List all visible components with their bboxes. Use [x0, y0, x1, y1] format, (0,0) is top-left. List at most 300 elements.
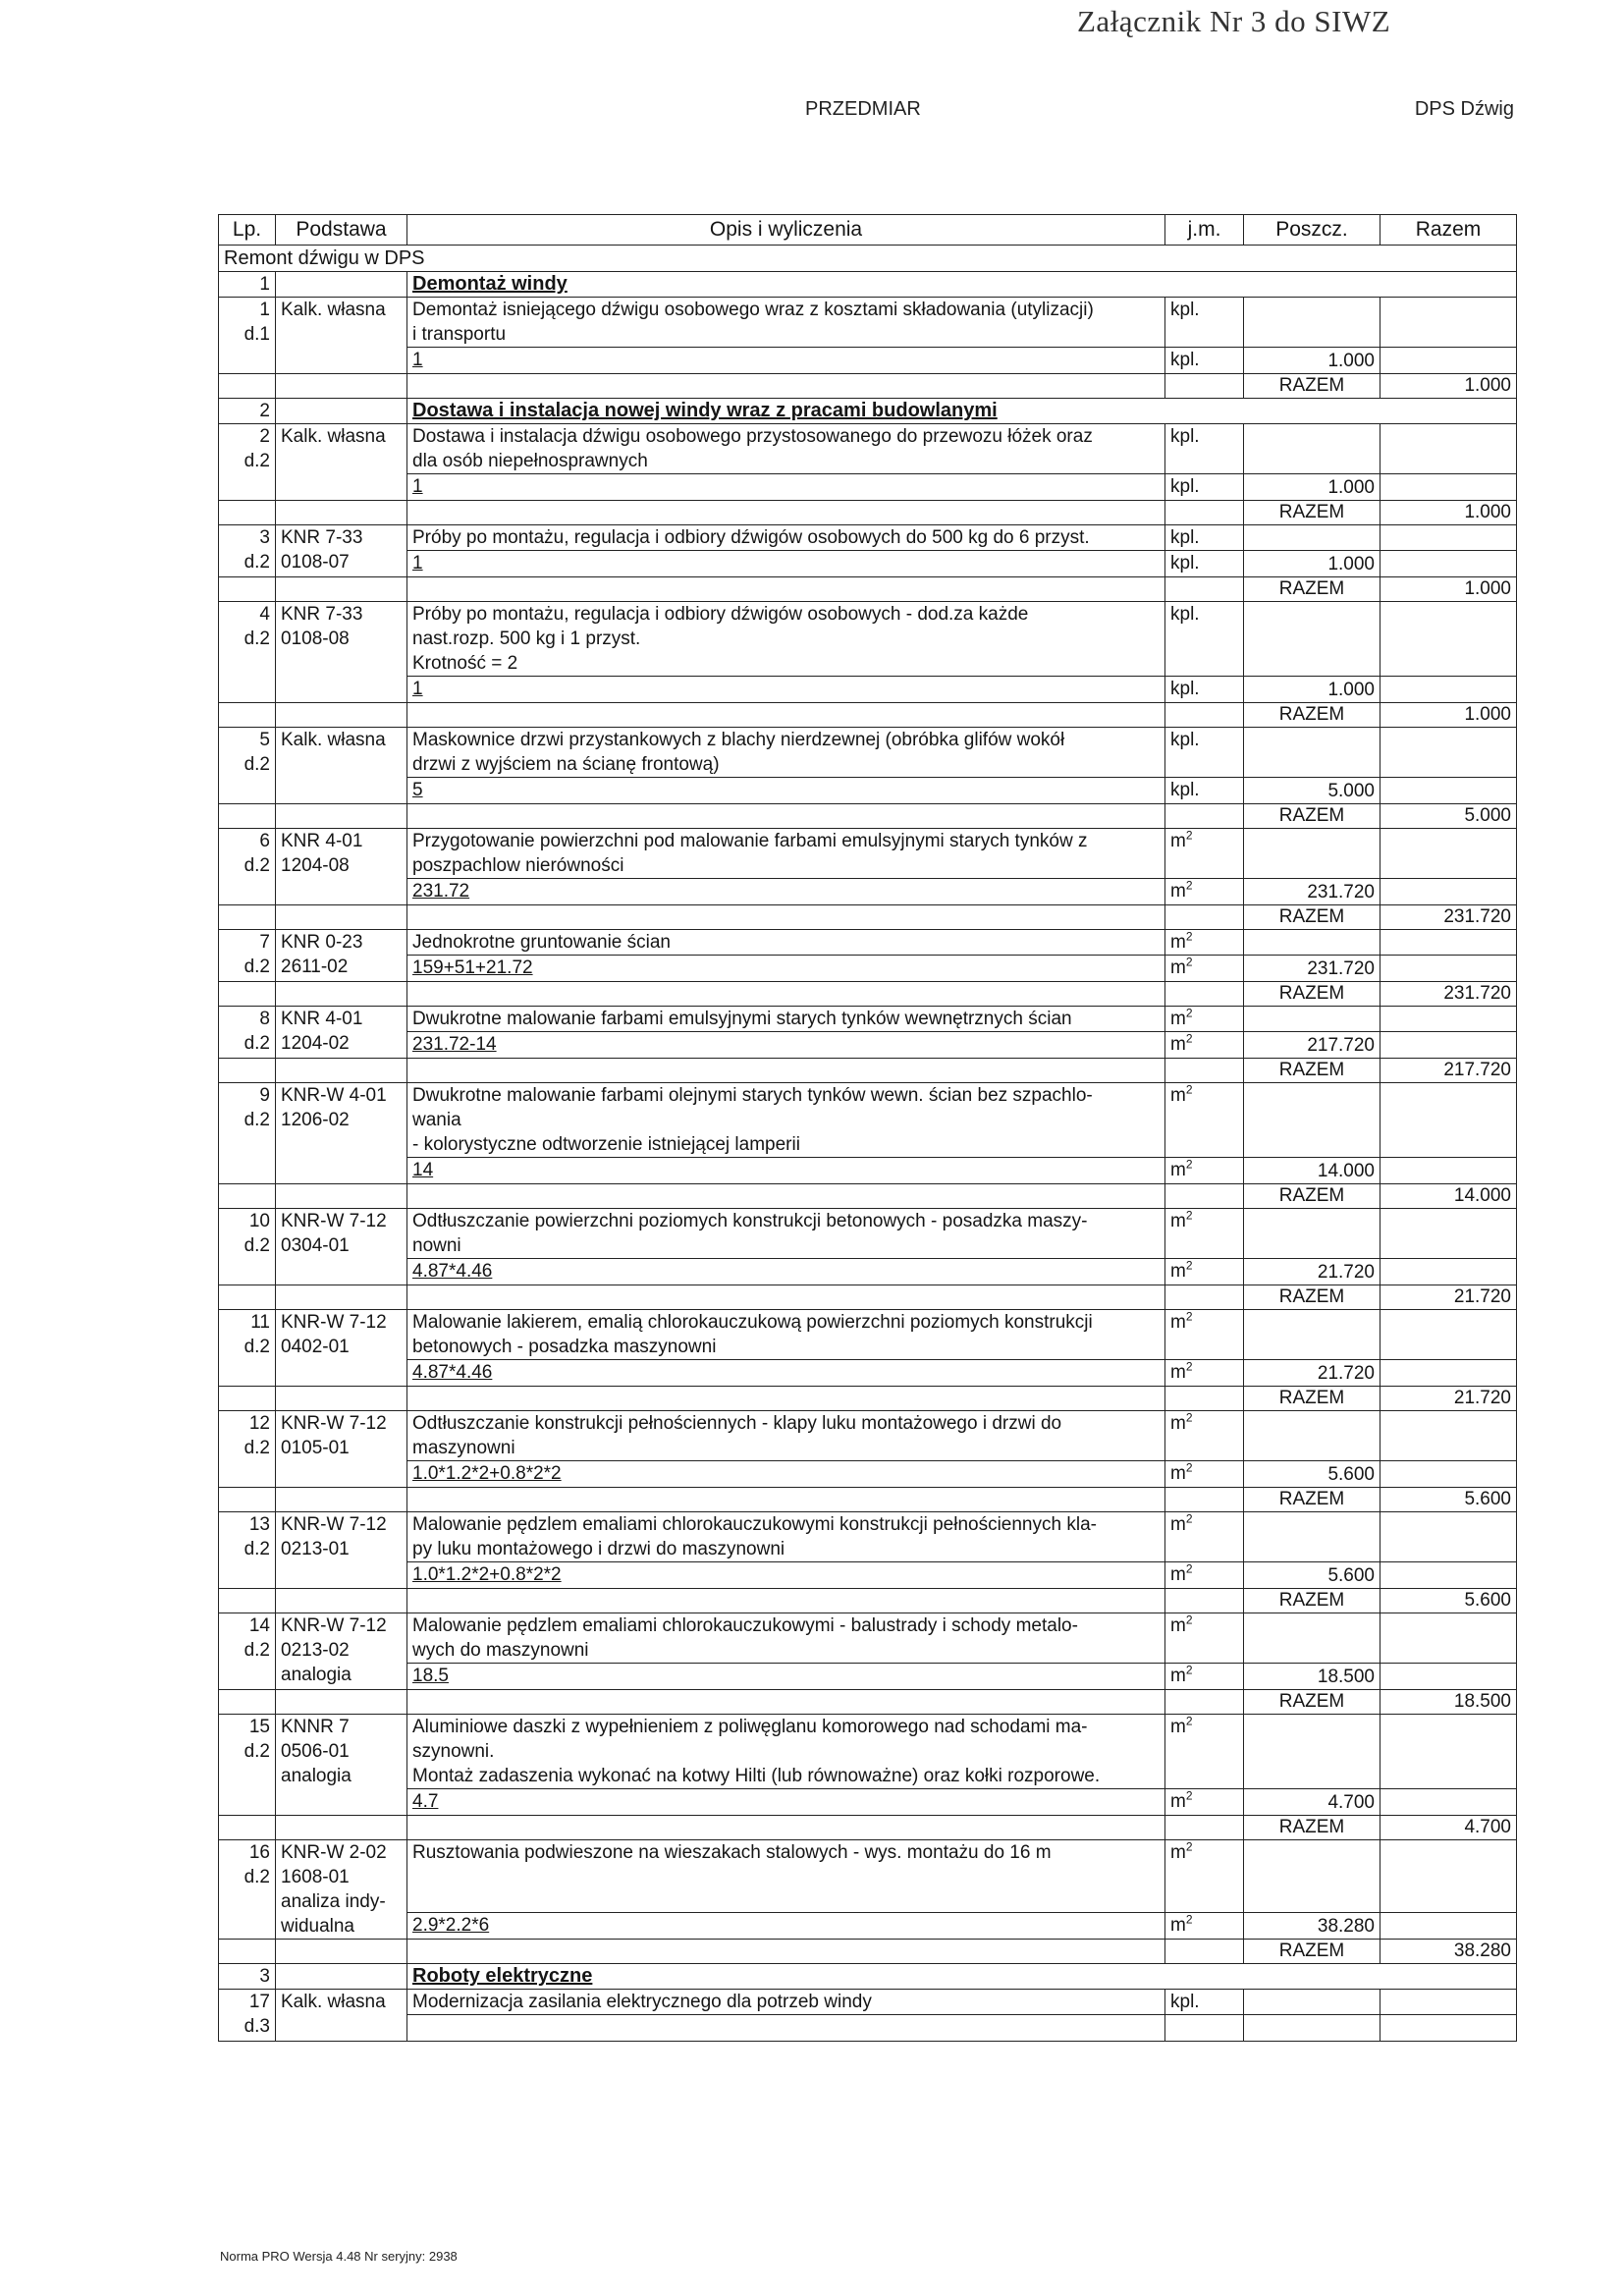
item-total: 217.720 [1380, 1059, 1517, 1083]
calculation-row [219, 1158, 1517, 1184]
razem-label: RAZEM [1244, 1940, 1380, 1964]
item-calculation [407, 474, 1165, 501]
chapter-title: Demontaż windy [412, 273, 568, 295]
item-description-line: Jednokrotne gruntowanie ścian [412, 932, 672, 953]
item-description-line: Odtłuszczanie konstrukcji pełnościennych - klapy luku montażowego i drzwi do [412, 1413, 1062, 1434]
item-unit-label: kpl. [1170, 426, 1200, 447]
item-lp-cell [219, 1209, 276, 1285]
item-description [407, 1083, 1165, 1158]
chapter-number: 1 [219, 272, 276, 298]
item-calc-unit-label: m [1170, 1034, 1186, 1055]
item-basis-line: analogia [281, 1665, 352, 1685]
item-calculation-text: 231.72-14 [412, 1034, 497, 1055]
item-unit [1165, 525, 1244, 551]
item-chapter-ref: d.3 [244, 2016, 270, 2037]
item-quantity: 1.000 [1244, 474, 1380, 501]
razem-empty [276, 1285, 407, 1310]
item-calc-unit-label: m [1170, 1564, 1186, 1585]
item-lp-cell [219, 1411, 276, 1488]
item-basis [276, 525, 407, 577]
item-calculation-text: 14 [412, 1160, 434, 1180]
item-quantity: 5.600 [1244, 1461, 1380, 1488]
item-quantity-total-empty [1380, 1789, 1517, 1816]
item-calculation [407, 778, 1165, 804]
razem-empty [1165, 1387, 1244, 1411]
item-basis [276, 1310, 407, 1387]
item-basis-line: 1608-01 [281, 1867, 350, 1887]
item-quantity-total-empty [1380, 474, 1517, 501]
item-basis-line: Kalk. własna [281, 1992, 386, 2012]
razem-label: RAZEM [1244, 905, 1380, 930]
item-lp-cell [219, 728, 276, 804]
item-total: 5.600 [1380, 1488, 1517, 1512]
item-basis-line: KNNR 7 [281, 1717, 350, 1737]
item-description-line: Próby po montażu, regulacja i odbiory dźwigów osobowych - dod.za każde [412, 604, 1029, 625]
razem-empty [219, 982, 276, 1007]
item-lp-cell [219, 1083, 276, 1184]
item-unit-label: kpl. [1170, 604, 1200, 625]
item-unit-sup: 2 [1185, 1613, 1193, 1627]
item-unit-label: m [1170, 1211, 1186, 1231]
item-quantity: 18.500 [1244, 1664, 1380, 1690]
item-calc-unit [1165, 1461, 1244, 1488]
item-description [407, 602, 1165, 677]
item-unit [1165, 1209, 1244, 1259]
razem-row [219, 1940, 1517, 1964]
item-basis-line: 0213-02 [281, 1640, 350, 1661]
item-basis [276, 1990, 407, 2042]
item-qty-empty [1244, 728, 1380, 778]
item-chapter-ref: d.2 [244, 629, 270, 649]
item-description-line: Odtłuszczanie powierzchni poziomych konstrukcji betonowych - posadzka maszy- [412, 1211, 1088, 1231]
item-description [407, 1310, 1165, 1360]
item-basis-line: KNR-W 7-12 [281, 1312, 387, 1333]
item-calc-unit [1165, 2015, 1244, 2042]
item-description-line: Rusztowania podwieszone na wieszakach stalowych - wys. montażu do 16 m [412, 1842, 1052, 1863]
item-quantity-total-empty [1380, 1562, 1517, 1589]
item-unit [1165, 1715, 1244, 1789]
item-calculation-text: 159+51+21.72 [412, 957, 533, 978]
razem-row [219, 1488, 1517, 1512]
item-calc-unit [1165, 1360, 1244, 1387]
item-calculation-text: 4.7 [412, 1791, 439, 1812]
item-chapter-ref: d.2 [244, 1033, 270, 1054]
item-basis-line: widualna [281, 1916, 354, 1937]
item-lp-cell [219, 1512, 276, 1589]
item-lp-cell [219, 1715, 276, 1816]
razem-empty [1165, 703, 1244, 728]
item-total-empty [1380, 1411, 1517, 1461]
table-row [219, 1411, 1517, 1461]
item-number: 8 [259, 1009, 270, 1029]
item-quantity-total-empty [1380, 1664, 1517, 1690]
item-total-empty [1380, 298, 1517, 348]
item-calc-unit [1165, 474, 1244, 501]
item-qty-empty [1244, 525, 1380, 551]
item-calculation-text: 5 [412, 780, 423, 800]
item-basis-line: KNR-W 2-02 [281, 1842, 387, 1863]
item-qty-empty [1244, 1209, 1380, 1259]
item-basis [276, 930, 407, 982]
item-unit [1165, 1512, 1244, 1562]
razem-empty [276, 982, 407, 1007]
item-chapter-ref: d.2 [244, 451, 270, 471]
item-unit [1165, 1007, 1244, 1032]
item-calc-unit-sup: 2 [1185, 1788, 1193, 1803]
item-calculation-text: 4.87*4.46 [412, 1261, 493, 1282]
item-number: 14 [248, 1615, 270, 1636]
razem-empty [407, 1488, 1165, 1512]
item-calculation [407, 1360, 1165, 1387]
calculation-row [219, 1461, 1517, 1488]
item-total-empty [1380, 525, 1517, 551]
item-calculation [407, 1562, 1165, 1589]
item-calculation [407, 348, 1165, 374]
item-unit-label: kpl. [1170, 730, 1200, 750]
item-unit [1165, 1613, 1244, 1664]
item-calculation-text: 1 [412, 476, 423, 497]
item-lp-cell [219, 1310, 276, 1387]
header-unit: j.m. [1165, 215, 1244, 246]
razem-label: RAZEM [1244, 1387, 1380, 1411]
item-qty-empty [1244, 1840, 1380, 1913]
razem-label: RAZEM [1244, 703, 1380, 728]
item-basis [276, 829, 407, 905]
item-calc-unit [1165, 1158, 1244, 1184]
razem-empty [219, 905, 276, 930]
item-unit-label: m [1170, 1514, 1186, 1535]
table-row [219, 1840, 1517, 1913]
item-description-line: Maskownice drzwi przystankowych z blachy nierdzewnej (obróbka glifów wokół [412, 730, 1065, 750]
item-description-line: Krotność = 2 [412, 653, 518, 674]
item-description-line: Dwukrotne malowanie farbami emulsyjnymi starych tynków wewnętrznych ścian [412, 1009, 1072, 1029]
item-basis [276, 728, 407, 804]
item-basis [276, 424, 407, 501]
item-unit-sup: 2 [1185, 1410, 1193, 1425]
item-calc-unit [1165, 677, 1244, 703]
razem-empty [407, 905, 1165, 930]
table-row [219, 1715, 1517, 1789]
razem-empty [219, 501, 276, 525]
table-row [219, 1613, 1517, 1664]
item-description [407, 930, 1165, 956]
item-unit-label: m [1170, 831, 1186, 851]
calculation-row [219, 677, 1517, 703]
item-description [407, 298, 1165, 348]
razem-empty [407, 1184, 1165, 1209]
razem-empty [219, 1285, 276, 1310]
item-calculation-text: 1 [412, 553, 423, 574]
item-description-line: Demontaż isniejącego dźwigu osobowego wraz z kosztami składowania (utylizacji) [412, 300, 1094, 320]
item-quantity-total-empty [1380, 1360, 1517, 1387]
razem-label: RAZEM [1244, 1816, 1380, 1840]
razem-empty [1165, 1488, 1244, 1512]
razem-label: RAZEM [1244, 577, 1380, 602]
calculation-row [219, 348, 1517, 374]
razem-row [219, 374, 1517, 399]
item-calc-unit-label: m [1170, 1261, 1186, 1282]
razem-empty [276, 1690, 407, 1715]
item-description-line: maszynowni [412, 1438, 515, 1458]
calculation-row [219, 1032, 1517, 1059]
item-qty-empty [1244, 1007, 1380, 1032]
item-quantity-total-empty [1380, 879, 1517, 905]
item-calc-unit [1165, 1259, 1244, 1285]
calculation-row [219, 1913, 1517, 1940]
item-lp-cell [219, 930, 276, 982]
section-row [219, 246, 1517, 272]
razem-label: RAZEM [1244, 804, 1380, 829]
item-quantity: 21.720 [1244, 1259, 1380, 1285]
item-unit [1165, 1990, 1244, 2015]
item-description-line: nast.rozp. 500 kg i 1 przyst. [412, 629, 641, 649]
razem-empty [1165, 982, 1244, 1007]
item-lp-cell [219, 1990, 276, 2042]
item-description [407, 728, 1165, 778]
razem-empty [1165, 1816, 1244, 1840]
item-calculation-text: 18.5 [412, 1666, 449, 1686]
site-name: DPS Dźwig [1414, 98, 1514, 120]
table-row [219, 1007, 1517, 1032]
item-description-line: Malowanie pędzlem emaliami chlorokauczukowymi - balustrady i schody metalo- [412, 1615, 1078, 1636]
item-chapter-ref: d.2 [244, 1438, 270, 1458]
chapter-basis-empty [276, 399, 407, 424]
item-calculation-text: 1.0*1.2*2+0.8*2*2 [412, 1463, 562, 1484]
razem-empty [219, 1940, 276, 1964]
item-unit [1165, 1840, 1244, 1913]
header-total: Razem [1380, 215, 1517, 246]
item-basis-line: 1206-02 [281, 1110, 350, 1130]
item-calc-unit-sup: 2 [1185, 1157, 1193, 1172]
item-description [407, 1715, 1165, 1789]
item-number: 9 [259, 1085, 270, 1106]
item-basis [276, 1007, 407, 1059]
item-unit-sup: 2 [1185, 1006, 1193, 1020]
item-total-empty [1380, 1715, 1517, 1789]
item-qty-empty [1244, 1512, 1380, 1562]
item-basis-line: 0108-08 [281, 629, 350, 649]
razem-label: RAZEM [1244, 1184, 1380, 1209]
item-calc-unit [1165, 778, 1244, 804]
item-number: 5 [259, 730, 270, 750]
item-total-empty [1380, 930, 1517, 956]
item-unit-sup: 2 [1185, 1082, 1193, 1097]
item-calc-unit-label: kpl. [1170, 476, 1200, 497]
item-calc-unit [1165, 1664, 1244, 1690]
table-row [219, 298, 1517, 348]
table-row [219, 1310, 1517, 1360]
item-chapter-ref: d.2 [244, 1110, 270, 1130]
item-number: 6 [259, 831, 270, 851]
razem-empty [407, 1816, 1165, 1840]
razem-empty [219, 1387, 276, 1411]
item-qty-empty [1244, 930, 1380, 956]
calculation-row [219, 778, 1517, 804]
razem-empty [276, 804, 407, 829]
razem-empty [219, 1690, 276, 1715]
razem-empty [407, 982, 1165, 1007]
item-total-empty [1380, 1083, 1517, 1158]
item-description-line: i transportu [412, 324, 507, 345]
razem-row [219, 804, 1517, 829]
item-basis-line: 0304-01 [281, 1235, 350, 1256]
item-total: 18.500 [1380, 1690, 1517, 1715]
item-calculation-text: 231.72 [412, 881, 470, 902]
item-description-line: Malowanie lakierem, emalią chlorokauczukową powierzchni poziomych konstrukcji [412, 1312, 1093, 1333]
item-total-empty [1380, 829, 1517, 879]
item-total: 14.000 [1380, 1184, 1517, 1209]
razem-empty [276, 577, 407, 602]
item-calc-unit [1165, 956, 1244, 982]
item-calc-unit-label: m [1170, 1915, 1186, 1936]
razem-empty [407, 1059, 1165, 1083]
document-title: PRZEDMIAR [805, 98, 921, 120]
razem-label: RAZEM [1244, 501, 1380, 525]
item-calc-unit-label: m [1170, 957, 1186, 978]
table-row [219, 829, 1517, 879]
item-chapter-ref: d.2 [244, 855, 270, 876]
item-total: 231.720 [1380, 905, 1517, 930]
chapter-number: 2 [219, 399, 276, 424]
item-basis-line: KNR-W 7-12 [281, 1514, 387, 1535]
item-total: 21.720 [1380, 1387, 1517, 1411]
razem-row [219, 1816, 1517, 1840]
item-calc-unit-sup: 2 [1185, 1258, 1193, 1273]
item-calc-unit [1165, 1913, 1244, 1940]
item-unit-sup: 2 [1185, 1208, 1193, 1223]
item-basis-line: KNR 4-01 [281, 1009, 363, 1029]
item-calculation [407, 677, 1165, 703]
item-calculation [407, 2015, 1165, 2042]
item-description [407, 829, 1165, 879]
item-description-line: - kolorystyczne odtworzenie istniejącej lamperii [412, 1134, 800, 1155]
item-calculation [407, 1461, 1165, 1488]
item-calc-unit-label: kpl. [1170, 679, 1200, 699]
item-unit-sup: 2 [1185, 1839, 1193, 1854]
header-description: Opis i wyliczenia [407, 215, 1165, 246]
razem-empty [407, 501, 1165, 525]
razem-empty [1165, 1285, 1244, 1310]
razem-empty [1165, 1589, 1244, 1613]
item-lp-cell [219, 602, 276, 703]
item-lp-cell [219, 829, 276, 905]
item-basis-line: 0402-01 [281, 1337, 350, 1357]
item-quantity: 1.000 [1244, 677, 1380, 703]
razem-empty [219, 804, 276, 829]
item-description-line: wania [412, 1110, 461, 1130]
item-total-empty [1380, 1840, 1517, 1913]
table-row [219, 1209, 1517, 1259]
item-description-line: Montaż zadaszenia wykonać na kotwy Hilti (lub równoważne) oraz kołki rozporowe. [412, 1766, 1101, 1786]
item-total: 4.700 [1380, 1816, 1517, 1840]
item-calc-unit-label: m [1170, 1160, 1186, 1180]
razem-row [219, 703, 1517, 728]
item-qty-empty [1244, 1083, 1380, 1158]
item-calc-unit-label: m [1170, 1791, 1186, 1812]
item-calculation-text: 4.87*4.46 [412, 1362, 493, 1383]
item-basis [276, 1083, 407, 1184]
item-unit-sup: 2 [1185, 1714, 1193, 1728]
item-description-line: py luku montażowego i drzwi do maszynowni [412, 1539, 785, 1559]
item-number: 12 [248, 1413, 270, 1434]
razem-empty [1165, 1940, 1244, 1964]
item-total-empty [1380, 1007, 1517, 1032]
item-calc-unit-sup: 2 [1185, 1912, 1193, 1927]
item-qty-empty [1244, 298, 1380, 348]
item-basis [276, 1840, 407, 1940]
razem-empty [276, 1940, 407, 1964]
razem-empty [407, 374, 1165, 399]
item-quantity-total-empty [1380, 348, 1517, 374]
item-chapter-ref: d.1 [244, 324, 270, 345]
item-unit-sup: 2 [1185, 1511, 1193, 1526]
item-quantity: 1.000 [1244, 348, 1380, 374]
item-basis-line: KNR 7-33 [281, 527, 363, 548]
item-unit-sup: 2 [1185, 1309, 1193, 1324]
item-calculation-text: 1 [412, 350, 423, 370]
item-chapter-ref: d.2 [244, 1741, 270, 1762]
item-calc-unit [1165, 551, 1244, 577]
item-quantity: 1.000 [1244, 551, 1380, 577]
item-basis-line: 2611-02 [281, 957, 349, 977]
item-description [407, 1411, 1165, 1461]
software-footer: Norma PRO Wersja 4.48 Nr seryjny: 2938 [220, 2249, 458, 2264]
item-qty-empty [1244, 602, 1380, 677]
item-basis [276, 1613, 407, 1690]
calculation-row [219, 879, 1517, 905]
item-chapter-ref: d.2 [244, 552, 270, 573]
item-quantity-total-empty [1380, 956, 1517, 982]
razem-empty [276, 1059, 407, 1083]
item-quantity: 217.720 [1244, 1032, 1380, 1059]
item-total: 231.720 [1380, 982, 1517, 1007]
item-qty-empty [1244, 1715, 1380, 1789]
item-basis-line: 1204-02 [281, 1033, 350, 1054]
chapter-row [219, 399, 1517, 424]
item-chapter-ref: d.2 [244, 1337, 270, 1357]
item-calc-unit-sup: 2 [1185, 1561, 1193, 1576]
item-chapter-ref: d.2 [244, 1640, 270, 1661]
item-unit [1165, 298, 1244, 348]
item-quantity [1244, 2015, 1380, 2042]
item-chapter-ref: d.2 [244, 754, 270, 775]
item-description-line: szynowni. [412, 1741, 495, 1762]
item-calculation [407, 1664, 1165, 1690]
razem-empty [219, 577, 276, 602]
item-calc-unit-sup: 2 [1185, 1460, 1193, 1475]
item-total-empty [1380, 602, 1517, 677]
calculation-row [219, 1360, 1517, 1387]
item-description [407, 1209, 1165, 1259]
item-calculation [407, 1913, 1165, 1940]
item-unit [1165, 424, 1244, 474]
item-unit-label: kpl. [1170, 527, 1200, 548]
item-calculation [407, 1789, 1165, 1816]
item-quantity-total-empty [1380, 1032, 1517, 1059]
item-calc-unit-label: kpl. [1170, 350, 1200, 370]
item-number: 10 [248, 1211, 270, 1231]
razem-label: RAZEM [1244, 1059, 1380, 1083]
chapter-title-cell [407, 399, 1517, 424]
item-lp-cell [219, 1613, 276, 1690]
razem-row [219, 1589, 1517, 1613]
calculation-row [219, 474, 1517, 501]
item-calc-unit-sup: 2 [1185, 955, 1193, 969]
razem-empty [276, 703, 407, 728]
item-basis [276, 1512, 407, 1589]
item-quantity: 231.720 [1244, 879, 1380, 905]
razem-empty [276, 1816, 407, 1840]
